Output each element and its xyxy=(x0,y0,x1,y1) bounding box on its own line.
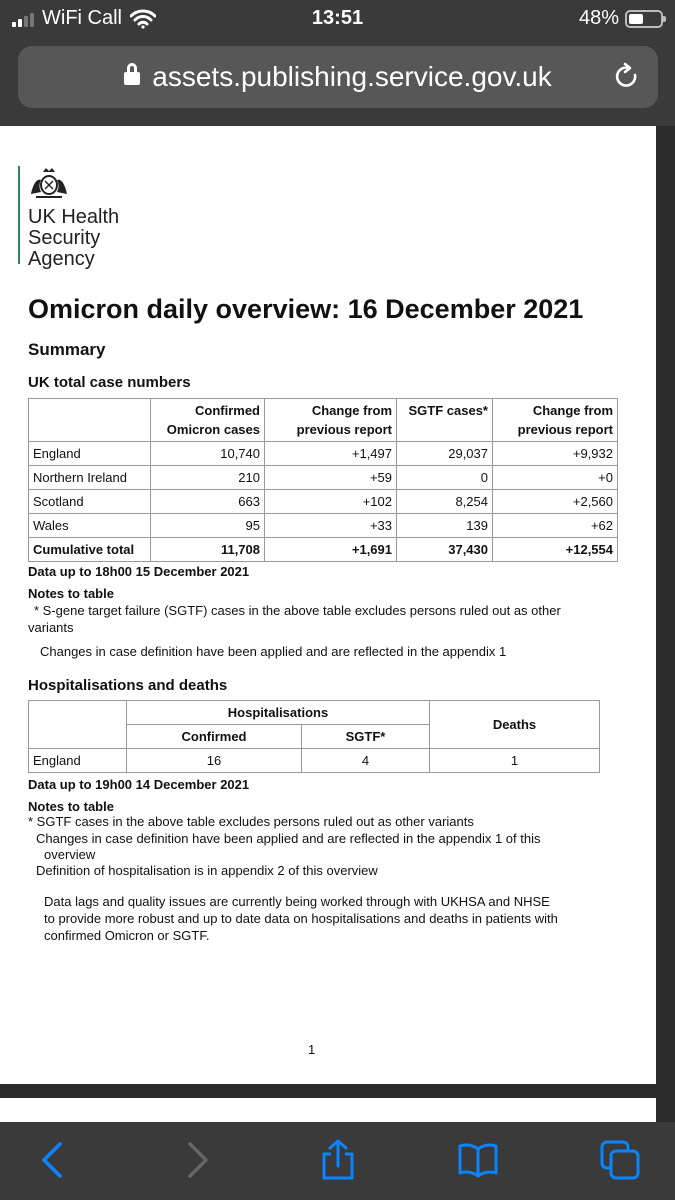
note-line: confirmed Omicron or SGTF. xyxy=(44,928,210,943)
table-cell: 37,430 xyxy=(397,538,493,562)
reload-icon[interactable] xyxy=(612,62,642,92)
table-cell: +33 xyxy=(265,514,397,538)
table-cell: England xyxy=(29,442,151,466)
table-header: SGTF cases* xyxy=(397,399,493,442)
status-right xyxy=(579,7,663,30)
table-cell: 4 xyxy=(302,749,430,773)
table-cell: 11,708 xyxy=(151,538,265,562)
note-line: Changes in case definition have been applied and are reflected in the appendix 1 xyxy=(40,644,507,659)
table-cell: 139 xyxy=(397,514,493,538)
table-cell: +2,560 xyxy=(493,490,618,514)
table-cell: 210 xyxy=(151,466,265,490)
notes-heading-1: Notes to table xyxy=(28,586,114,601)
table-cell: 0 xyxy=(397,466,493,490)
table-cell: +9,932 xyxy=(493,442,618,466)
hospitalisations-table xyxy=(28,700,600,773)
tabs-icon[interactable] xyxy=(598,1138,642,1182)
table-cell: 8,254 xyxy=(397,490,493,514)
note-line: Data lags and quality issues are currently being worked through with UKHSA and NHSE xyxy=(44,894,550,909)
table-header-empty xyxy=(29,701,127,749)
table-cell: +102 xyxy=(265,490,397,514)
note-line: * S-gene target failure (SGTF) cases in the above table excludes persons ruled out as other xyxy=(34,603,561,618)
table-cell: +1,691 xyxy=(265,538,397,562)
forward-icon[interactable] xyxy=(174,1138,218,1182)
share-icon[interactable] xyxy=(316,1138,360,1182)
section-heading-cases: UK total case numbers xyxy=(28,374,191,391)
table-header: Change from previous report xyxy=(265,399,397,442)
table-cell: Cumulative total xyxy=(29,538,151,562)
table-header-empty xyxy=(29,399,151,442)
table-header: Confirmed Omicron cases xyxy=(151,399,265,442)
clock: 13:51 xyxy=(311,7,364,29)
note-line: Changes in case definition have been applied and are reflected in the appendix 1 of this xyxy=(36,831,541,846)
ukhsa-logo xyxy=(18,166,120,270)
table-header-row xyxy=(29,701,600,725)
note-line: to provide more robust and up to date data on hospitalisations and deaths in patients with xyxy=(44,911,558,926)
table-cell: 1 xyxy=(430,749,600,773)
table-cell: +59 xyxy=(265,466,397,490)
notes-heading-2: Notes to table xyxy=(28,799,114,814)
browser-toolbar xyxy=(0,1122,675,1200)
table-cell: 95 xyxy=(151,514,265,538)
browser-chrome xyxy=(0,38,675,126)
carrier-label: WiFi Call xyxy=(42,7,122,29)
table-row xyxy=(29,442,618,466)
table-cell: 16 xyxy=(127,749,302,773)
battery-icon xyxy=(625,10,663,28)
table-cell: +62 xyxy=(493,514,618,538)
note-line: * SGTF cases in the above table excludes persons ruled out as other variants xyxy=(28,814,474,829)
back-icon[interactable] xyxy=(32,1138,76,1182)
address-bar[interactable] xyxy=(18,46,658,108)
table-header-row xyxy=(29,399,618,442)
table-cell: +0 xyxy=(493,466,618,490)
data-cutoff-1: Data up to 18h00 15 December 2021 xyxy=(28,564,250,579)
table-header: Deaths xyxy=(430,701,600,749)
table-header: Confirmed xyxy=(127,725,302,749)
note-line: Definition of hospitalisation is in appendix 2 of this overview xyxy=(36,863,378,878)
note-line: overview xyxy=(44,847,96,862)
table-cell: 10,740 xyxy=(151,442,265,466)
table-cell: Northern Ireland xyxy=(29,466,151,490)
table-row xyxy=(29,466,618,490)
org-line: Agency xyxy=(28,248,95,270)
org-name xyxy=(28,207,119,270)
case-numbers-table xyxy=(28,398,618,562)
table-cell: 29,037 xyxy=(397,442,493,466)
lock-icon xyxy=(124,69,140,89)
org-line: Security xyxy=(28,227,101,249)
table-total-row xyxy=(29,538,618,562)
table-row xyxy=(29,490,618,514)
document-title: Omicron daily overview: 16 December 2021 xyxy=(28,294,584,324)
summary-heading: Summary xyxy=(28,340,106,359)
table-cell: Scotland xyxy=(29,490,151,514)
table-cell: +1,497 xyxy=(265,442,397,466)
note-line: variants xyxy=(28,620,74,635)
table-row xyxy=(29,514,618,538)
org-line: UK Health xyxy=(28,206,120,228)
table-cell: Wales xyxy=(29,514,151,538)
url-text[interactable]: assets.publishing.service.gov.uk xyxy=(152,61,552,92)
page-viewport[interactable] xyxy=(0,126,675,1126)
data-cutoff-2: Data up to 19h00 14 December 2021 xyxy=(28,777,250,792)
page-number: 1 xyxy=(308,1042,316,1057)
royal-crest-icon xyxy=(28,166,70,200)
table-cell: +12,554 xyxy=(493,538,618,562)
table-header: SGTF* xyxy=(302,725,430,749)
table-header: Hospitalisations xyxy=(127,701,430,725)
table-cell: 663 xyxy=(151,490,265,514)
table-cell: England xyxy=(29,749,127,773)
status-bar xyxy=(0,0,675,38)
table-row xyxy=(29,749,600,773)
bookmarks-icon[interactable] xyxy=(456,1138,500,1182)
pdf-page xyxy=(0,126,656,1084)
section-heading-hospital: Hospitalisations and deaths xyxy=(28,677,228,694)
table-header: Change from previous report xyxy=(493,399,618,442)
battery-percent: 48% xyxy=(578,7,619,29)
